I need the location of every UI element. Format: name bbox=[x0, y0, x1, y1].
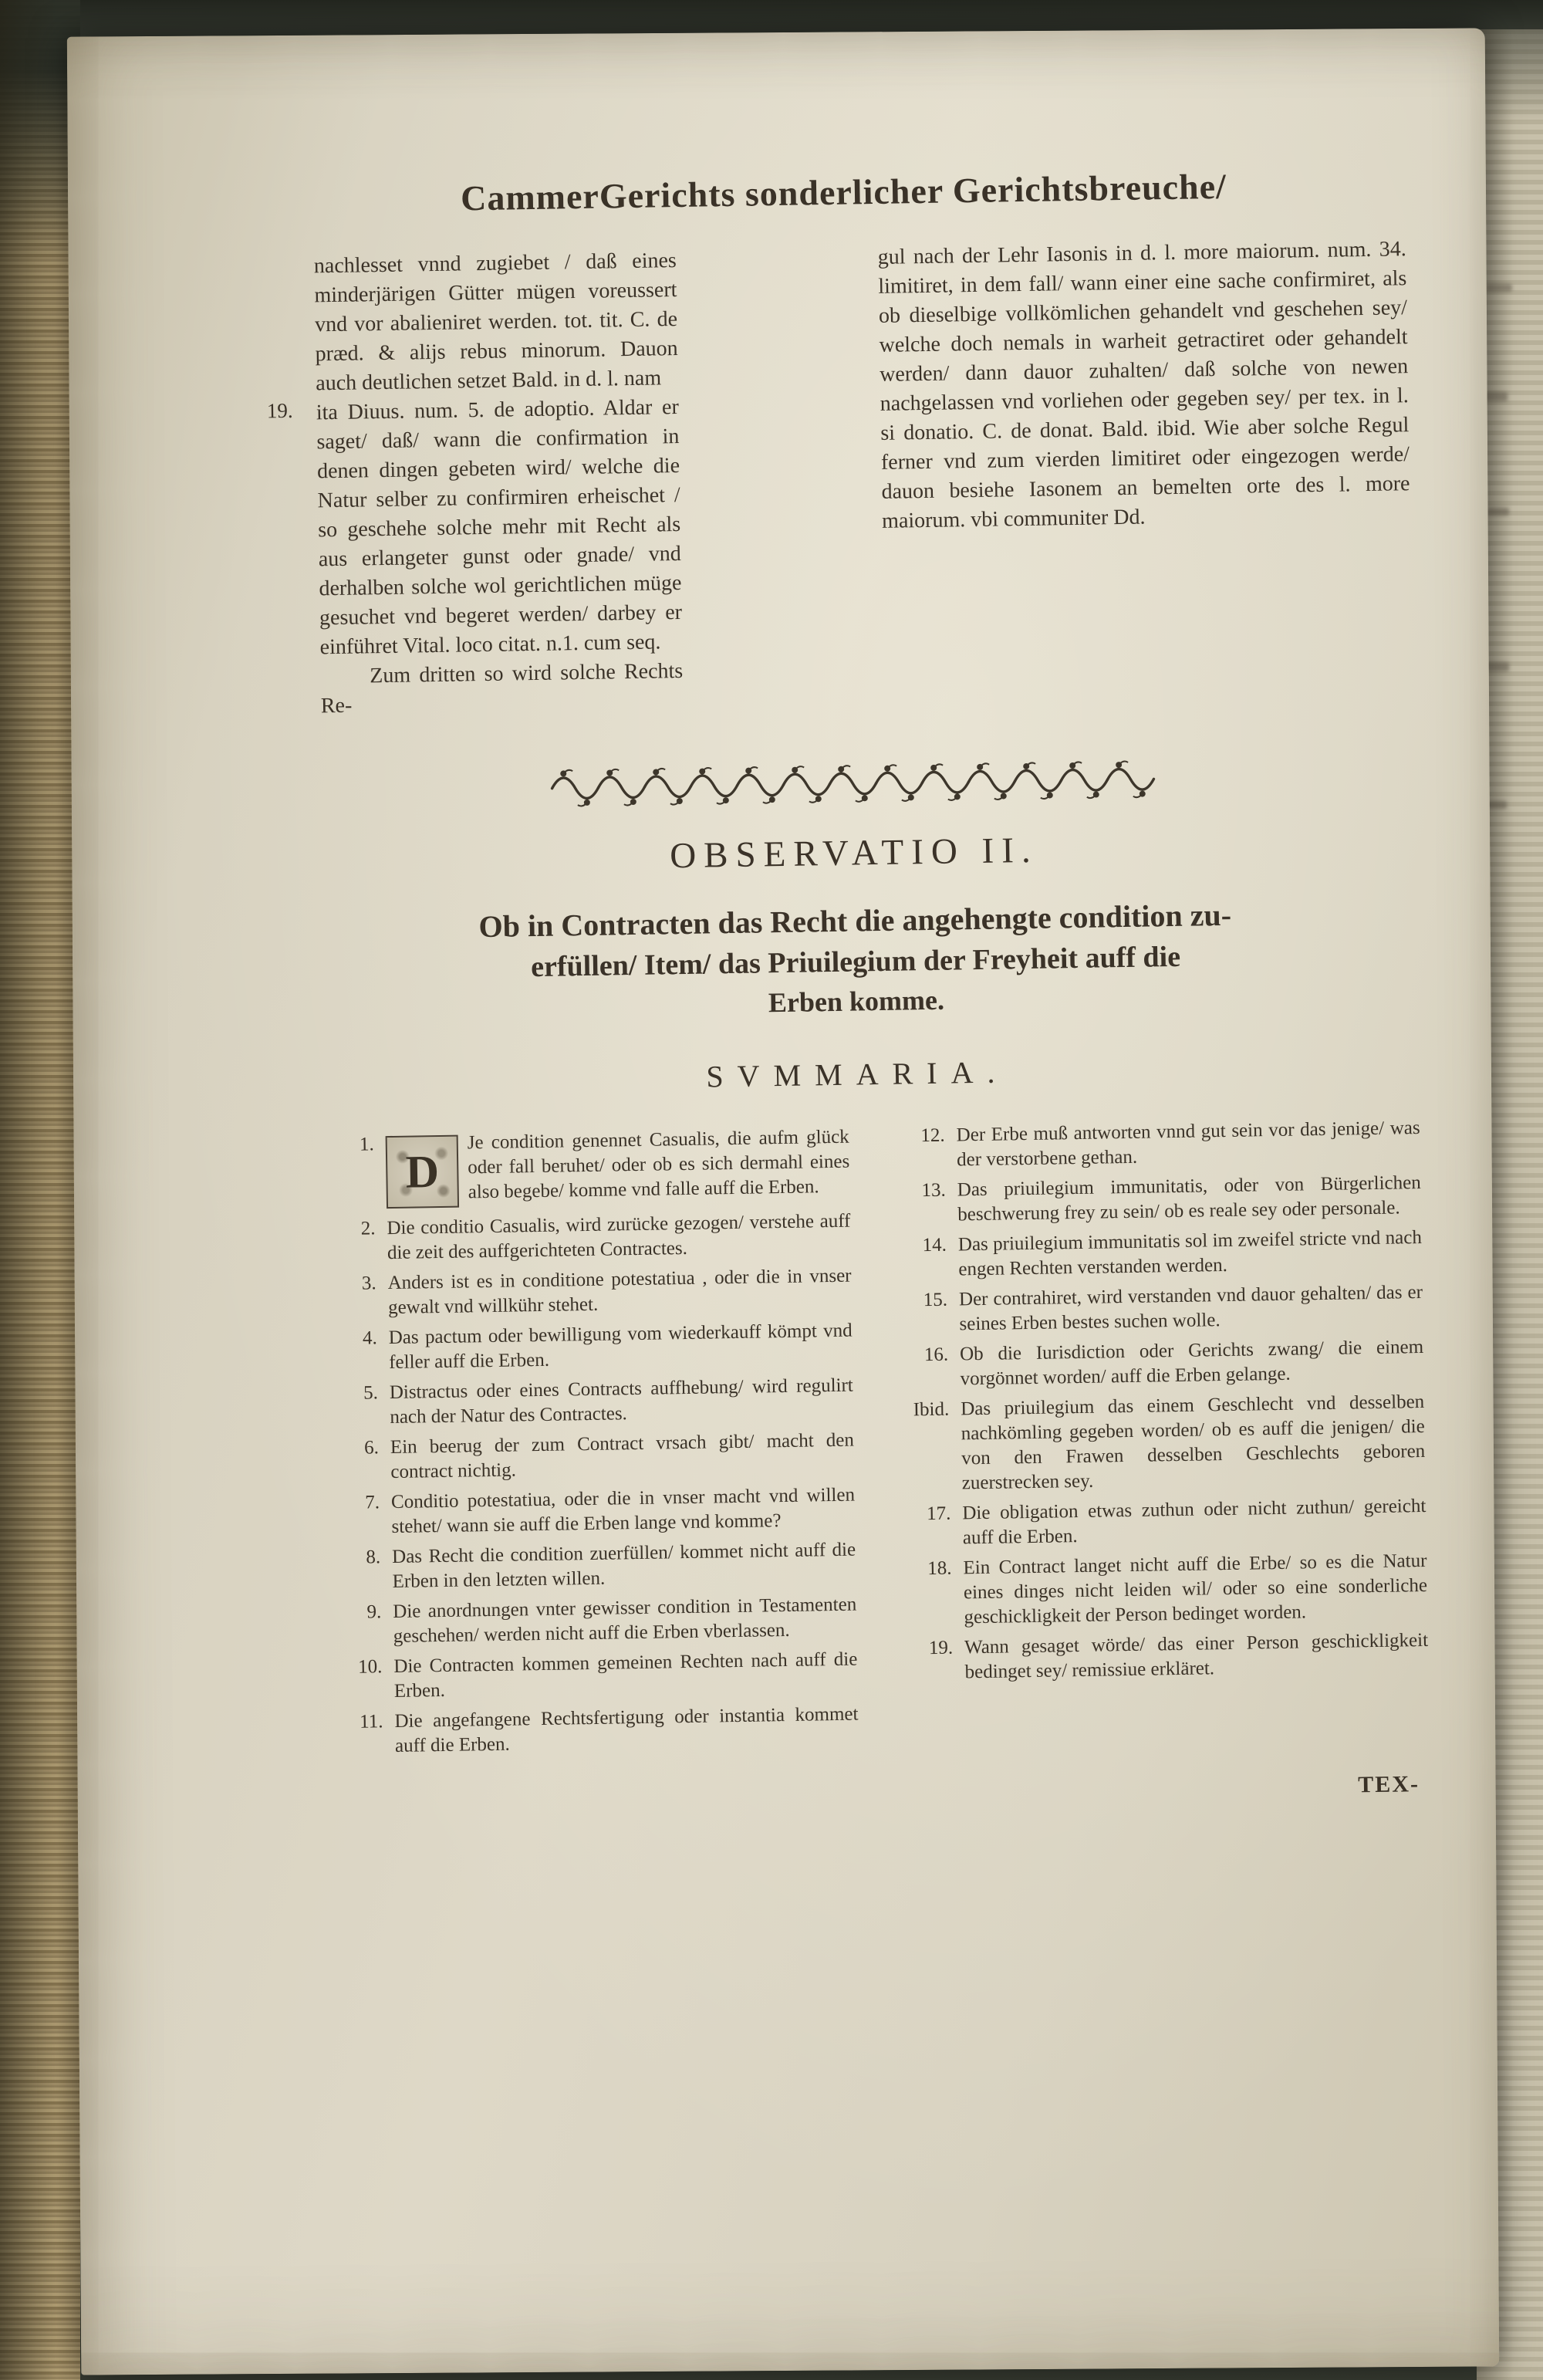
subtitle-line-2: erfüllen/ Item/ das Priuilegium der Freyheit auff die bbox=[530, 940, 1181, 984]
running-title: CammerGerichts sonderlicher Gerichtsbreuche/ bbox=[460, 166, 1227, 218]
summaria-item-number: 5. bbox=[363, 1382, 379, 1404]
summaria-item-text: Ob die Iurisdiction oder Gerichts zwang/ die einem vorgönnet worden/ auff die Erben gelange. bbox=[959, 1336, 1424, 1390]
summaria-item-number: 8. bbox=[366, 1547, 381, 1568]
subtitle-line-1: Ob in Contracten das Recht die angehengte condition zu- bbox=[478, 897, 1232, 945]
summaria-item bbox=[336, 1702, 859, 1760]
summaria-item-number: 18. bbox=[927, 1557, 952, 1580]
paragraph: ita Diuus. num. 5. de adoptio. Aldar er saget/ daß/ wann die confirmation in denen dingen gebeten wird/ welche die Natur selber zu confirmiren erheischet / so geschehe solche mehr mit Recht als aus erlangeter gunst oder gnade/ vnd derhalben solche wol gerichtlichen müge gesuchet vnd begeret werden/ darbey er einführet Vital. loco citat. n.1. cum seq. bbox=[316, 394, 683, 660]
summaria-item-number: 9. bbox=[366, 1601, 382, 1623]
summaria-item bbox=[333, 1483, 856, 1541]
summaria-item bbox=[902, 1335, 1424, 1393]
summaria-item-text: Die Contracten kommen gemeinen Rechten nach auff die Erben. bbox=[393, 1648, 858, 1702]
summaria-item-number: 2. bbox=[360, 1218, 376, 1239]
observatio-heading: OBSERVATIO II. bbox=[669, 830, 1039, 877]
summaria-item bbox=[901, 1280, 1423, 1338]
summaria-item bbox=[336, 1648, 858, 1706]
adjacent-page-text-smudge bbox=[1487, 508, 1509, 516]
book-page bbox=[67, 28, 1499, 2375]
summaria-item-number: 6. bbox=[363, 1437, 380, 1459]
paragraph-with-margin-number bbox=[266, 393, 683, 662]
summaria-item-text bbox=[386, 1125, 851, 1211]
paragraph: gul nach der Lehr Iasonis in d. l. more maiorum. num. 34. limitiret, in dem fall/ wann einer eine sache confirmiret, als ob dieselbige vollkömlichen gehandelt vnd geschehen sey/ welche doch nemals in warheit getractiret oder gehandelt werden/ dann dauor zuhalten/ daß solche von newen nachgelassen vnd vorliehen oder gegeben sey/ per tex. in l. si donatio. C. de donat. Bald. ibid. Wie aber solche Regul ferner vnd zum vierden limitiret oder eingezogen werde/ dauon besiehe Iasonem an bemelten orte des l. more maiorum. vbi communiter Dd. bbox=[877, 237, 1410, 533]
summaria-item bbox=[329, 1264, 852, 1322]
summaria-item bbox=[900, 1171, 1422, 1229]
observatio-subtitle bbox=[324, 892, 1387, 1029]
summaria-item-number: 12. bbox=[920, 1124, 945, 1147]
summaria-item bbox=[333, 1428, 855, 1486]
summaria-item-number: 11. bbox=[359, 1711, 383, 1733]
summaria-item bbox=[334, 1538, 856, 1596]
summaria-item bbox=[328, 1125, 851, 1212]
subtitle-line-3: Erben komme. bbox=[768, 984, 945, 1019]
top-text-section bbox=[266, 235, 1413, 721]
summaria-item bbox=[335, 1593, 857, 1651]
page-content bbox=[56, 22, 1510, 2380]
summaria-item-text: Die conditio Casualis, wird zurücke gezogen/ verstehe auff die zeit des auffgerichteten Contractes. bbox=[387, 1210, 851, 1264]
summaria-item bbox=[898, 1116, 1420, 1174]
paragraph: Zum dritten so wird solche Rechts Re- bbox=[320, 658, 684, 718]
summaria-item-text: Der Erbe muß antworten vnnd gut sein vor das jenige/ was der verstorbene gethan. bbox=[956, 1117, 1420, 1171]
summaria-item-text: Conditio potestatiua, oder die in vnser macht vnd willen stehet/ wann sie auff die Erben lange vnd komme? bbox=[390, 1484, 856, 1538]
summaria-item-text: Die anordnungen vnter gewisser condition in Testamenten geschehen/ werden nicht auff die Erben vberlassen. bbox=[393, 1594, 857, 1648]
paragraph: nachlesset vnnd zugiebet / daß eines minderjärigen Gütter mügen voreussert vnd vor abalieniret werden. tot. tit. C. de præd. & alijs rebus minorum. Dauon auch deutlichen setzet Bald. in d. l. nam bbox=[313, 248, 678, 396]
adjacent-page-text-smudge bbox=[1484, 392, 1508, 401]
summaria-item bbox=[905, 1549, 1427, 1631]
summaria-item-text: Die obligation etwas zuthun oder nicht zuthun/ gereicht auff die Erben. bbox=[962, 1495, 1427, 1549]
summaria-item bbox=[330, 1319, 853, 1377]
summaria-item-text: Die angefangene Rechtsfertigung oder instantia kommet auff die Erben. bbox=[394, 1703, 859, 1756]
decorated-initial-icon: D bbox=[386, 1135, 459, 1209]
summaria-item bbox=[904, 1494, 1427, 1552]
summaria-item bbox=[900, 1225, 1423, 1283]
summaria-columns bbox=[328, 1116, 1430, 1765]
summaria-item bbox=[329, 1209, 851, 1267]
summaria-item bbox=[903, 1390, 1426, 1497]
summaria-item-number: 4. bbox=[362, 1327, 377, 1349]
left-text-column bbox=[266, 246, 684, 721]
summaria-item-text: Wann gesaget wörde/ das einer Person geschickligkeit bedinget sey/ remissiue erkläret. bbox=[964, 1629, 1429, 1683]
summaria-item-number: 14. bbox=[922, 1234, 947, 1256]
summaria-item-number: Ibid. bbox=[913, 1398, 950, 1421]
summaria-item-number: 15. bbox=[923, 1289, 948, 1311]
summaria-right-column bbox=[898, 1116, 1430, 1756]
summaria-item-text: Ein Contract langet nicht auff die Erbe/ so es die Natur eines dinges nicht leiden wil/ oder so eine sonderliche geschickligkeit der Person bedinget worden. bbox=[963, 1550, 1428, 1628]
summaria-item-text: Distractus oder eines Contracts auffhebung/ wird regulirt nach der Natur des Contractes. bbox=[389, 1374, 853, 1428]
summaria-item-text: Das pactum oder bewilligung vom wiederkauff kömpt vnd feller auff die Erben. bbox=[388, 1320, 853, 1374]
summaria-item-number: 13. bbox=[921, 1179, 947, 1202]
summaria-item-text: Das priuilegium immunitatis, oder von Bürgerlichen beschwerung frey zu sein/ ob es reale sey oder personale. bbox=[957, 1172, 1421, 1225]
summaria-item-number: 17. bbox=[926, 1503, 951, 1525]
summaria-item-body: Je condition genennet Casualis, die aufm glück oder fall beruhet/ oder ob es sich dermahl eines also begebe/ komme vnd falle auff die Erben. bbox=[467, 1126, 850, 1203]
summaria-item-text: Anders ist es in conditione potestatiua , oder die in vnser gewalt vnd willkühr stehet. bbox=[387, 1265, 852, 1319]
summaria-item-text: Ein beerug der zum Contract vrsach gibt/ macht den contract nichtig. bbox=[390, 1429, 855, 1483]
summaria-item-text: Das priuilegium das einem Geschlecht vnd desselben nachkömling gegeben worden/ ob es auff die jenigen/ die von den Frawen desselben Geschlechts geboren zuerstrecken sey. bbox=[961, 1391, 1426, 1494]
summaria-item-number: 7. bbox=[365, 1492, 380, 1513]
summaria-item-text: Das Recht die condition zuerfüllen/ kommet nicht auff die Erben in den letzten willen. bbox=[391, 1539, 856, 1593]
margin-number: 19. bbox=[266, 398, 293, 423]
summaria-heading: SVMMARIA. bbox=[706, 1054, 1009, 1094]
summaria-item bbox=[332, 1374, 854, 1432]
adjacent-page-text-smudge bbox=[1486, 284, 1512, 292]
summaria-item-number: 16. bbox=[923, 1344, 949, 1366]
summaria-item-text: Das priuilegium immunitatis sol im zweifel stricte vnd nach engen Rechten verstanden werden. bbox=[957, 1227, 1423, 1280]
catchword: TEX- bbox=[1358, 1771, 1420, 1798]
summaria-item-number: 10. bbox=[357, 1656, 383, 1678]
summaria-left-column bbox=[328, 1125, 859, 1766]
section-divider bbox=[322, 754, 1384, 818]
summaria-item-text: Der contrahiret, wird verstanden vnd dauor gehalten/ das er seines Erben bestes suchen wolle. bbox=[958, 1281, 1423, 1335]
floral-vine-ornament-icon bbox=[548, 757, 1158, 810]
summaria-item-number: 19. bbox=[928, 1637, 954, 1659]
right-text-column bbox=[878, 235, 1413, 712]
summaria-item bbox=[907, 1628, 1429, 1686]
summaria-item-number: 1. bbox=[359, 1134, 374, 1155]
summaria-item-number: 3. bbox=[361, 1273, 376, 1294]
